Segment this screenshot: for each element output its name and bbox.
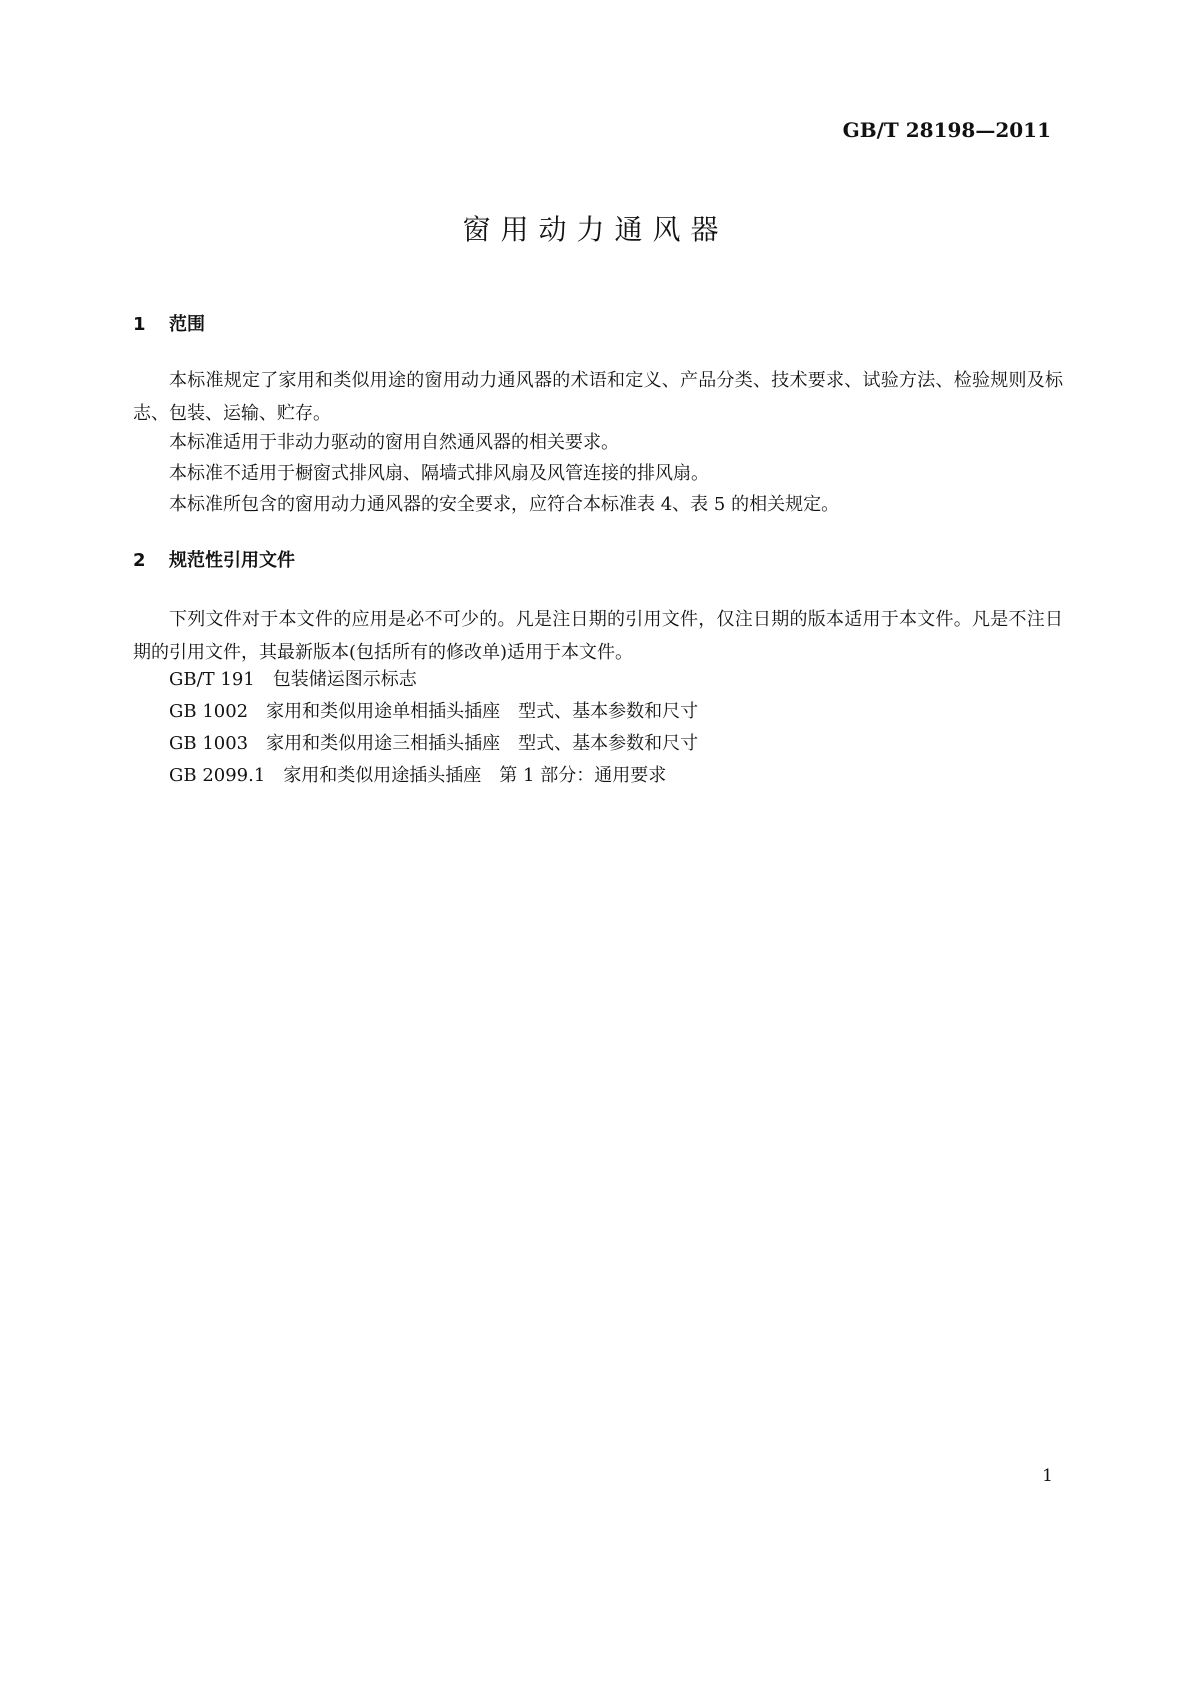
section-2-number: 2 xyxy=(133,550,146,571)
reference-code: GB/T 191 xyxy=(169,669,255,690)
document-title: 窗用动力通风器 xyxy=(462,213,729,246)
standard-code: GB/T 28198—2011 xyxy=(842,118,1051,142)
reference-item xyxy=(133,664,1063,696)
reference-title: 家用和类似用途三相插头插座 型式、基本参数和尺寸 xyxy=(266,733,699,754)
reference-code: GB 2099.1 xyxy=(169,765,266,786)
reference-item xyxy=(133,728,1063,760)
reference-item xyxy=(133,696,1063,728)
section-2-intro: 下列文件对于本文件的应用是必不可少的。凡是注日期的引用文件，仅注日期的版本适用于本文件。凡是不注日期的引用文件，其最新版本(包括所有的修改单)适用于本文件。 xyxy=(133,609,1063,663)
reference-title: 包装储运图示标志 xyxy=(272,669,417,690)
section-1-heading xyxy=(133,310,205,336)
section-1-paragraph-2: 本标准适用于非动力驱动的窗用自然通风器的相关要求。 xyxy=(169,432,619,453)
section-1-paragraph-1: 本标准规定了家用和类似用途的窗用动力通风器的术语和定义、产品分类、技术要求、试验方法、检验规则及标志、包装、运输、贮存。 xyxy=(133,370,1063,424)
section-1-paragraph-4: 本标准所包含的窗用动力通风器的安全要求，应符合本标准表 4、表 5 的相关规定。 xyxy=(169,494,840,515)
section-2-heading xyxy=(133,546,295,572)
section-2-title: 规范性引用文件 xyxy=(169,550,295,571)
reference-title: 家用和类似用途插头插座 第 1 部分：通用要求 xyxy=(283,765,667,786)
section-1-number: 1 xyxy=(133,314,146,335)
reference-title: 家用和类似用途单相插头插座 型式、基本参数和尺寸 xyxy=(266,701,699,722)
reference-list xyxy=(133,664,1063,792)
page-number: 1 xyxy=(1042,1466,1053,1486)
reference-code: GB 1003 xyxy=(169,733,249,754)
section-1-title: 范围 xyxy=(169,314,205,335)
reference-item xyxy=(133,760,1063,792)
section-1-paragraph-3: 本标准不适用于橱窗式排风扇、隔墙式排风扇及风管连接的排风扇。 xyxy=(169,463,709,484)
reference-code: GB 1002 xyxy=(169,701,249,722)
